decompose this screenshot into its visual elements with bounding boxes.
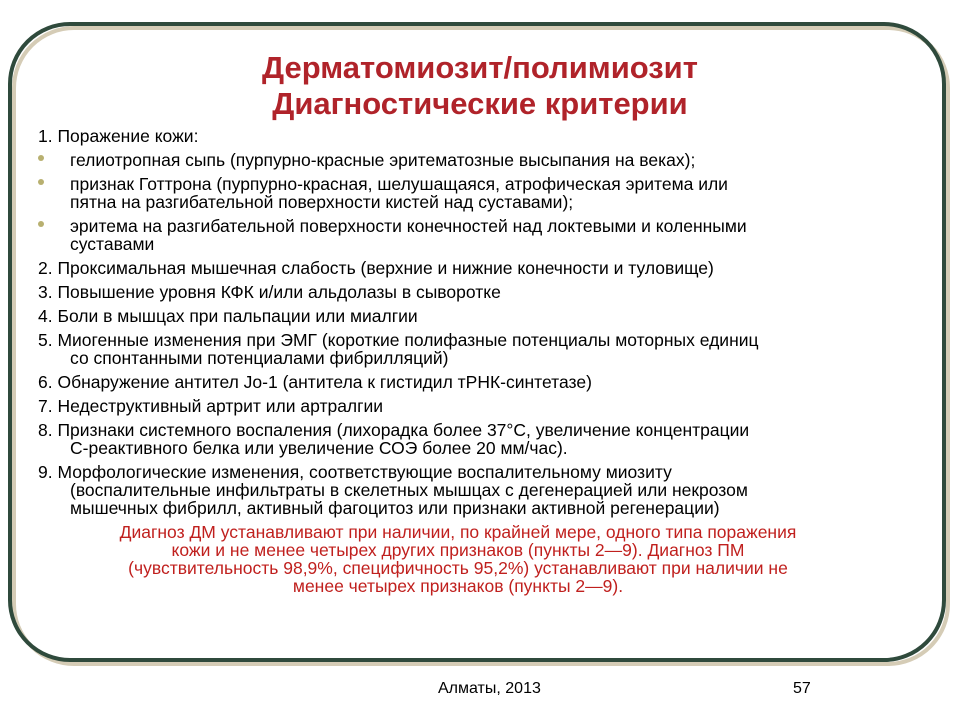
criterion-line: 9. Морфологические изменения, соответствующие воспалительному миозиту: [38, 462, 672, 482]
criterion-line: со спонтанными потенциалами фибрилляций): [70, 348, 449, 368]
bullet-item-erythema: [38, 217, 908, 253]
criterion-1: 1. Поражение кожи:: [38, 126, 199, 146]
note-line: Диагноз ДМ устанавливают при наличии, по крайней мере, одного типа поражения: [119, 522, 797, 542]
bullet-dot-icon: [38, 179, 44, 185]
note-line: (чувствительность 98,9%, специфичность 95,2%) устанавливают при наличии не: [128, 558, 788, 578]
bullet-item-heliotrope: [38, 151, 908, 169]
bullet-dot-icon: [38, 221, 44, 227]
criterion-6: 6. Обнаружение антител Jo-1 (антитела к гистидил тРНК-синтетазе): [38, 372, 592, 392]
criterion-7: 7. Недеструктивный артрит или артралгии: [38, 396, 384, 416]
criterion-4: 4. Боли в мышцах при пальпации или миалгии: [38, 306, 418, 326]
title-line-2: Диагностические критерии: [272, 86, 688, 121]
slide-number: 57: [793, 680, 811, 697]
title-line-1: Дерматомиозит/полимиозит: [262, 50, 698, 85]
skin-lesion-bullets: [38, 151, 908, 253]
note-line: менее четырех признаков (пункты 2—9).: [292, 576, 624, 596]
bullet-line: признак Готтрона (пурпурно-красная, шелушащаяся, атрофическая эритема или: [70, 174, 728, 194]
bullet-line: гелиотропная сыпь (пурпурно-красные эритематозные высыпания на веках);: [70, 150, 696, 170]
criteria-list: [38, 127, 908, 595]
criterion-line: 8. Признаки системного воспаления (лихорадка более 37°С, увеличение концентрации: [38, 420, 750, 440]
footer-place-date: Алматы, 2013: [438, 680, 541, 697]
criterion-8: [38, 421, 908, 457]
criterion-line: 5. Миогенные изменения при ЭМГ (короткие полифазные потенциалы моторных единиц: [38, 330, 759, 350]
criterion-3: 3. Повышение уровня КФК и/или альдолазы в сыворотке: [38, 282, 501, 302]
bullet-line: эритема на разгибательной поверхности конечностей над локтевыми и коленными: [70, 216, 747, 236]
criterion-5: [38, 331, 908, 367]
bullet-dot-icon: [38, 155, 44, 161]
criterion-2: 2. Проксимальная мышечная слабость (верхние и нижние конечности и туловище): [38, 258, 714, 278]
note-line: кожи и не менее четырех других признаков (пункты 2—9). Диагноз ПМ: [171, 540, 745, 560]
bullet-line: пятна на разгибательной поверхности кистей над суставами);: [70, 192, 574, 212]
criterion-line: мышечных фибрилл, активный фагоцитоз или признаки активной регенерации): [70, 498, 720, 518]
slide-title: [80, 50, 880, 122]
criterion-line: (воспалительные инфильтраты в скелетных мышцах с дегенерацией или некрозом: [70, 480, 748, 500]
criterion-line: С-реактивного белка или увеличение СОЭ более 20 мм/час).: [70, 438, 568, 458]
diagnosis-note: [58, 523, 858, 595]
criterion-9: [38, 463, 908, 517]
bullet-item-gottron: [38, 175, 908, 211]
bullet-line: суставами: [70, 234, 155, 254]
